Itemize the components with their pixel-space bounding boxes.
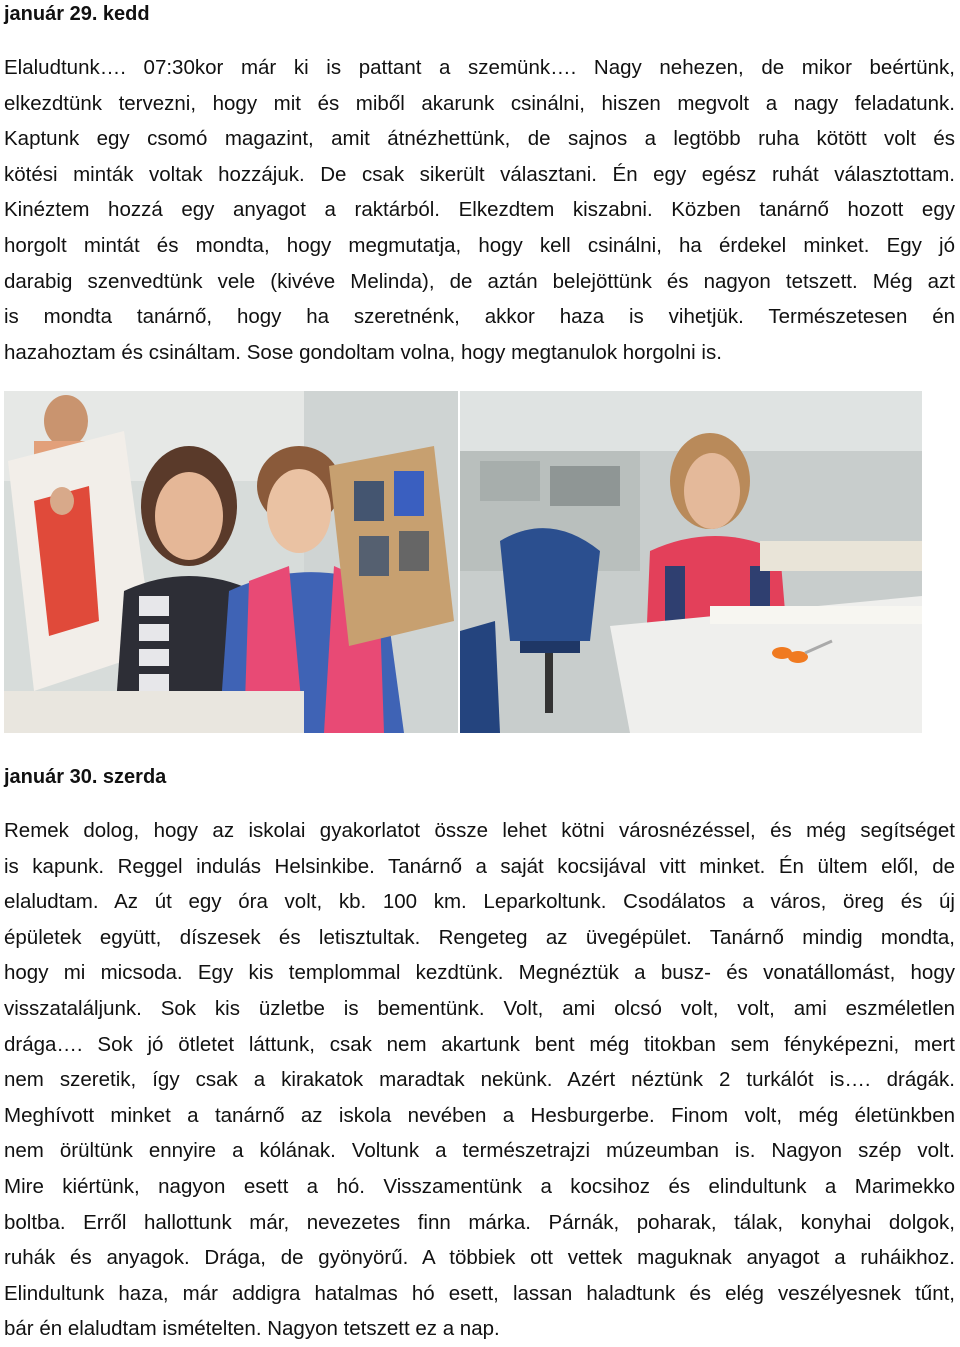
day1-paragraph: [4, 50, 955, 370]
text-line: boltba. Erről hallottunk már, nevezetes finn márka. Párnák, poharak, tálak, konyhai dolgok,: [4, 1210, 955, 1234]
day2-heading: január 30. szerda: [4, 766, 167, 788]
text-line: visszataláljunk. Sok kis üzletbe is bementünk. Volt, ami olcsó volt, volt, ami eszméletlen: [4, 996, 955, 1020]
text-line: kötési minták voltak hozzájuk. De csak sikerült választani. Én egy egész ruhát választottam.: [4, 162, 955, 186]
photo-students-with-magazines: [4, 391, 458, 733]
text-line: ruhák és anyagok. Drága, de gyönyörű. A többiek ott vettek maguknak anyagot a ruháikhoz.: [4, 1246, 955, 1270]
text-line: Elaludtunk…. 07:30kor már ki is pattant a szemünk…. Nagy nehezen, de mikor beértünk,: [4, 56, 955, 79]
text-line: hazahoztam és csináltam. Sose gondoltam volna, hogy megtanulok horgolni is.: [4, 340, 722, 364]
day2-paragraph: [4, 813, 955, 1347]
day1-heading: január 29. kedd: [4, 3, 150, 25]
text-line: nem örültünk ennyire a kólának. Voltunk a természetrajzi múzeumban is. Nagyon szép volt.: [4, 1139, 955, 1163]
text-line: nem szeretik, így csak a kirakatok maradtak nekünk. Azért néztünk 2 turkálót is…. drágák.: [4, 1068, 955, 1092]
text-line: elaludtam. Az út egy óra volt, kb. 100 km. Leparkoltunk. Csodálatos a város, öreg és új: [4, 890, 955, 914]
text-line: épületek együtt, díszesek és letisztultak. Rengeteg az üvegépület. Tanárnő mindig mondta,: [4, 925, 955, 949]
text-line: is mondta tanárnő, hogy ha szeretnénk, akkor haza is vihetjük. Természetesen én: [4, 305, 955, 329]
text-line: bár én elaludtam ismételten. Nagyon tetszett ez a nap.: [4, 1317, 500, 1341]
text-line: Kaptunk egy csomó magazint, amit átnézhettünk, de sajnos a legtöbb ruha kötött volt és: [4, 127, 955, 151]
text-line: Mire kiértünk, nagyon esett a hó. Visszamentünk a kocsihoz és elindultunk a Marimekko: [4, 1174, 955, 1198]
text-line: darabig szenvedtünk vele (kivéve Melinda), de aztán belejöttünk és nagyon tetszett. Még azt: [4, 269, 955, 293]
text-line: Elindultunk haza, már addigra hatalmas hó esett, lassan haladtunk és elég veszélyesnek tűnt,: [4, 1281, 955, 1305]
text-line: horgolt mintát és mondta, hogy megmutatja, hogy kell csinálni, ha érdekel minket. Egy jó: [4, 233, 955, 257]
text-line: hogy mi micsoda. Egy kis templommal kezdtünk. Megnéztük a busz- és vonatállomást, hogy: [4, 961, 955, 985]
text-line: is kapunk. Reggel indulás Helsinkibe. Tanárnő a saját kocsijával vitt minket. Én ültem elől, de: [4, 854, 955, 878]
text-line: Remek dolog, hogy az iskolai gyakorlatot össze lehet kötni városnézéssel, és még segítséget: [4, 819, 955, 842]
text-line: drága…. Sok jó ötletet láttunk, csak nem akartunk bent még titokban sem fényképezni, mert: [4, 1032, 955, 1056]
photo-student-cutting-fabric: [460, 391, 922, 733]
text-line: elkezdtünk tervezni, hogy mit és miből akarunk csinálni, hiszen megvolt a nagy feladatunk.: [4, 91, 955, 115]
text-line: Kinéztem hozzá egy anyagot a raktárból. Elkezdtem kiszabni. Közben tanárnő hozott egy: [4, 198, 955, 222]
text-line: Meghívott minket a tanárnő az iskola nevében a Hesburgerbe. Finom volt, még életünkben: [4, 1103, 955, 1127]
